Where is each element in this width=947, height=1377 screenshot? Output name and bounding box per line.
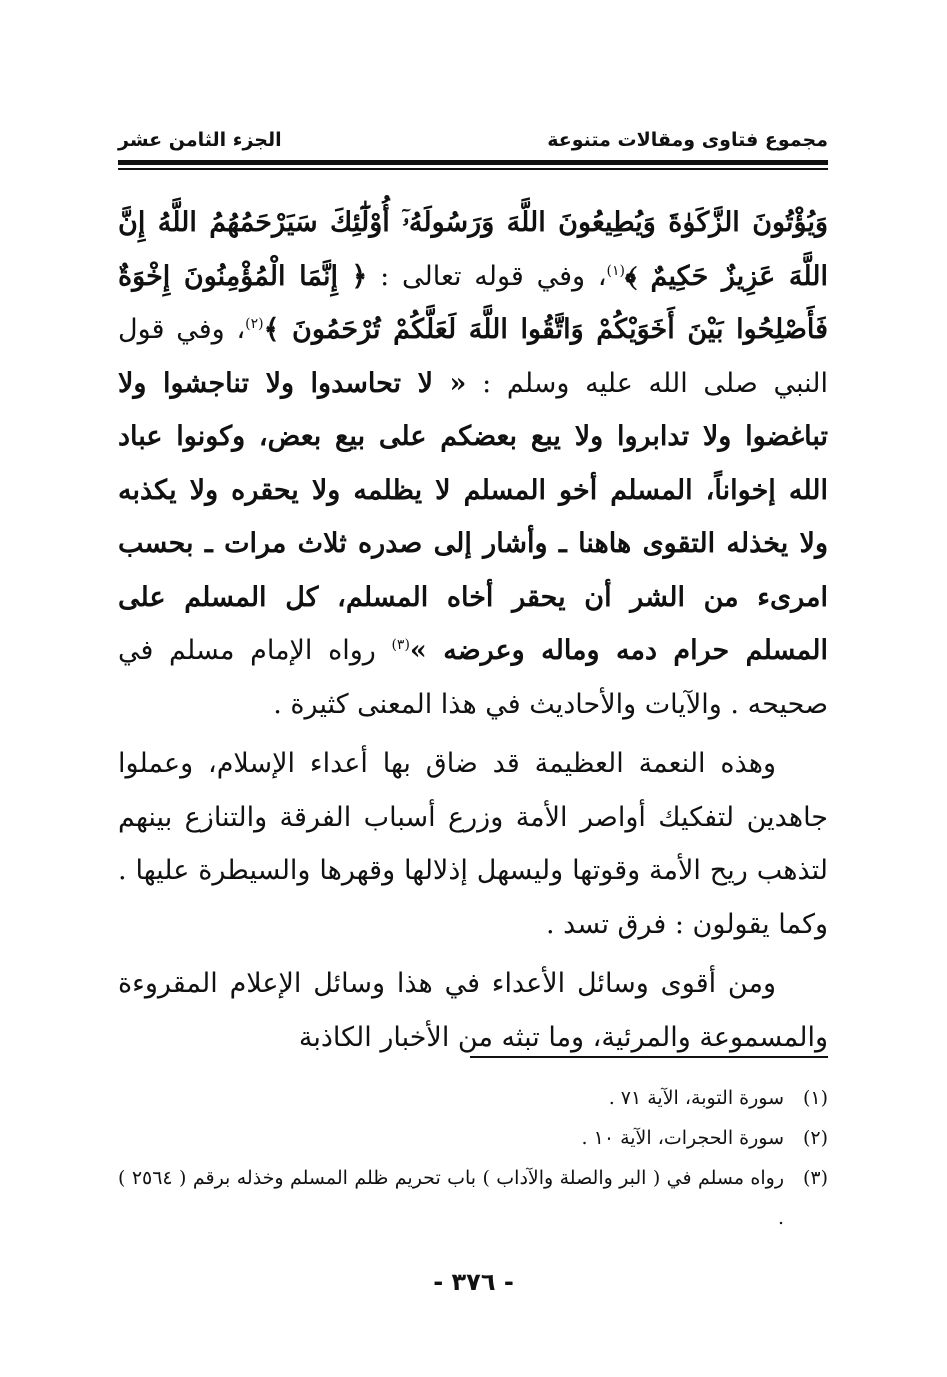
main-text — [118, 196, 828, 1070]
footnote-2 — [118, 1118, 828, 1158]
header-rule-thick — [118, 160, 828, 165]
hadith-text: « لا تحاسدوا ولا تناجشوا ولا تباغضوا ولا تدابروا ولا يبع بعضكم على بيع بعض، وكونوا عباد الله إخواناً، المسلم أخو المسلم لا يظلمه ولا يحقره ولا يكذبه ولا يخذله التقوى هاهنا ـ وأشار إلى صدره ثلاث مرات ـ بحسب امرىء من الشر أن يحقر أخاه المسلم، كل المسلم على المسلم حرام دمه وماله وعرضه » — [118, 367, 829, 666]
footnote-text: سورة الحجرات، الآية ١٠ . — [581, 1127, 784, 1149]
quran-verse-2: ﴿ إِنَّمَا الْمُؤْمِنُونَ إِخْوَةٌ فَأَصْلِحُوا بَيْنَ أَخَوَيْكُمْ وَاتَّقُوا اللَّهَ لَعَلَّكُمْ تُرْحَمُونَ ﴾ — [118, 260, 829, 345]
book-title: مجموع فتاوى ومقالات متنوعة — [547, 129, 828, 151]
footnote-ref-3: (٣) — [391, 637, 410, 653]
paragraph-1 — [118, 196, 828, 731]
paragraph-3: ومن أقوى وسائل الأعداء في هذا وسائل الإعلام المقروءة والمسموعة والمرئية، وما تبثه من الأخبار الكاذبة — [118, 968, 828, 1053]
footnote-number: (٣) — [802, 1167, 828, 1189]
running-header — [118, 124, 828, 156]
footnotes — [118, 1078, 828, 1238]
volume-label: الجزء الثامن عشر — [118, 129, 282, 151]
footnote-1 — [118, 1078, 828, 1118]
footnote-ref-1: (١) — [606, 262, 625, 279]
paragraph-2: وهذه النعمة العظيمة قد ضاق بها أعداء الإسلام، وعملوا جاهدين لتفكيك أواصر الأمة وزرع أسباب الفرقة والتنازع بينهم لتذهب ريح الأمة وقوتها وليسهل إذلالها وقهرها والسيطرة عليها . وكما يقولون : فرق تسد . — [118, 748, 828, 940]
paragraph-1-text-2: ، وفي قول النبي صلى الله عليه وسلم : — [118, 314, 828, 399]
footnote-separator — [470, 1056, 828, 1058]
footnote-3 — [118, 1158, 828, 1238]
paragraph-1-text-3: رواه الإمام مسلم في صحيحه . والآيات والأحاديث في هذا المعنى كثيرة . — [118, 635, 828, 720]
footnote-ref-2: (٢) — [245, 316, 264, 332]
footnote-number: (١) — [802, 1087, 828, 1109]
footnote-text: رواه مسلم في ( البر والصلة والآداب ) باب تحريم ظلم المسلم وخذله برقم ( ٢٥٦٤ ) . — [118, 1167, 785, 1229]
header-rule-thin — [118, 168, 828, 170]
paragraph-1-text-1: ، وفي قوله تعالى : — [367, 260, 607, 292]
footnote-number: (٢) — [802, 1127, 828, 1149]
page-number: - ٣٧٦ - — [433, 1268, 514, 1296]
quran-verse-1: وَيُؤْتُونَ الزَّكَوٰةَ وَيُطِيعُونَ اللَّهَ وَرَسُولَهُۥٓ أُوْلَٰٓئِكَ سَيَرْحَمُهُمُ اللَّهُ إِنَّ اللَّهَ عَزِيزٌ حَكِيمٌ ﴾ — [118, 207, 828, 292]
footnote-text: سورة التوبة، الآية ٧١ . — [608, 1087, 784, 1109]
